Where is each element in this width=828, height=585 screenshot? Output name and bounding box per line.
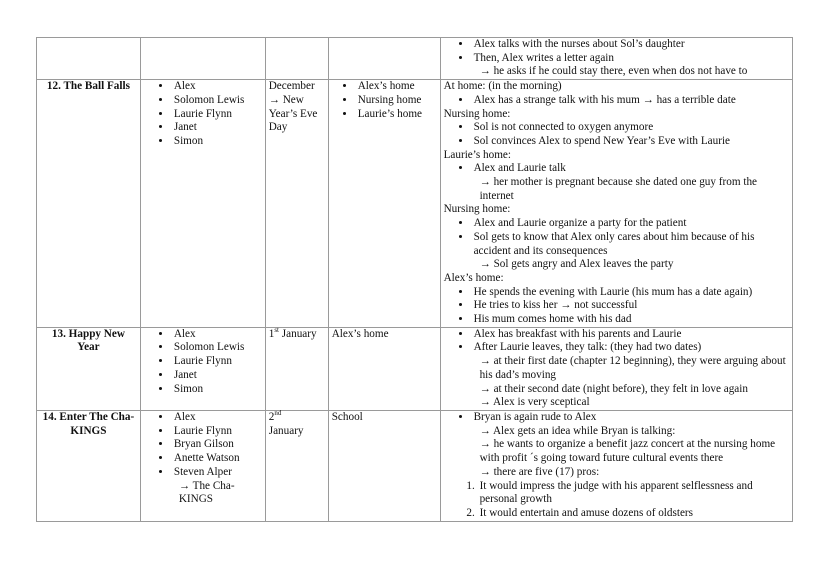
list-item: • Solomon Lewis (172, 94, 262, 108)
list-item: • Laurie Flynn (172, 425, 262, 439)
events-list (444, 411, 789, 425)
place-cell (328, 80, 440, 328)
events-list (444, 38, 789, 65)
arrow-note: → he wants to organize a benefit jazz concert at the nursing home with profit ´s going toward future cultural events there (479, 438, 776, 465)
list-item: • Simon (172, 135, 262, 149)
date-cell (265, 327, 328, 410)
events-cell (440, 410, 792, 521)
characters-cell (140, 80, 265, 328)
list-item: • Janet (172, 369, 262, 383)
events-list (444, 286, 789, 327)
characters-list (144, 411, 262, 480)
arrow-note: → at their first date (chapter 12 beginning), they were arguing about his dad’s moving (479, 355, 786, 381)
characters-list (144, 328, 262, 397)
arrow-note: → Alex is very sceptical (479, 396, 590, 409)
list-item: • He spends the evening with Laurie (his mum has a date again) (472, 286, 789, 300)
section-heading: At home: (in the morning) (443, 80, 562, 93)
list-item: • He tries to kiss her → not successful (472, 299, 789, 313)
list-item: • Alex has a strange talk with his mum → has a terrible date (472, 94, 789, 108)
character-group-note: → The Cha-KINGS (178, 479, 235, 506)
table-row (37, 80, 793, 328)
list-item: • Bryan is again rude to Alex (472, 411, 789, 425)
section-heading: Laurie’s home: (443, 148, 511, 161)
events-list (444, 162, 789, 176)
list-item: • Alex and Laurie talk (472, 162, 789, 176)
chapter-title: 13. Happy New Year (37, 327, 141, 410)
list-item: • Steven Alper (172, 466, 262, 480)
place-cell: Alex’s home (328, 327, 440, 410)
list-item: • Alex talks with the nurses about Sol’s daughter (472, 38, 789, 52)
list-item: • Laurie Flynn (172, 108, 262, 122)
section-heading: Nursing home: (443, 203, 511, 216)
date-cell (265, 410, 328, 521)
date-suffix: nd (274, 408, 282, 417)
chapter-title: 12. The Ball Falls (37, 80, 141, 328)
list-item: • Alex (172, 411, 262, 425)
events-list (444, 121, 789, 148)
events-cell (440, 80, 792, 328)
chapter-summary-table (36, 37, 793, 522)
list-item: 2. It would entertain and amuse dozens of oldsters (478, 507, 789, 521)
list-item: • Then, Alex writes a letter again (472, 52, 789, 66)
list-item: • Sol gets to know that Alex only cares about him because of his accident and its consequences (472, 231, 789, 258)
list-item: • Laurie’s home (356, 108, 437, 122)
table-row (37, 327, 793, 410)
chapter-title: 14. Enter The Cha-KINGS (37, 410, 141, 521)
date-month: January (281, 327, 317, 340)
events-list (444, 217, 789, 258)
section-heading: Nursing home: (443, 107, 511, 120)
list-item: • Anette Watson (172, 452, 262, 466)
date-suffix: st (274, 325, 279, 334)
list-item: • Janet (172, 121, 262, 135)
section-heading: Alex’s home: (443, 271, 504, 284)
list-item: • Nursing home (356, 94, 437, 108)
arrow-note: → he asks if he could stay there, even when dos not have to (479, 65, 748, 78)
list-item: • Sol convinces Alex to spend New Year’s Eve with Laurie (472, 135, 789, 149)
date-cell: December → New Year’s Eve Day (265, 80, 328, 328)
events-list (444, 94, 789, 108)
list-item: • After Laurie leaves, they talk: (they had two dates) (472, 341, 789, 355)
arrow-note: → Alex gets an idea while Bryan is talking: (479, 424, 676, 437)
list-item: • Alex has breakfast with his parents and Laurie (472, 328, 789, 342)
arrow-note: → at their second date (night before), they felt in love again (479, 382, 748, 395)
date-month: January (268, 424, 304, 437)
events-cell (440, 327, 792, 410)
date-cell (265, 38, 328, 80)
pros-list (444, 480, 789, 521)
list-item: • Laurie Flynn (172, 355, 262, 369)
list-item: • Simon (172, 383, 262, 397)
characters-list (144, 80, 262, 149)
table-row (37, 38, 793, 80)
list-item: • Sol is not connected to oxygen anymore (472, 121, 789, 135)
arrow-note: → her mother is pregnant because she dated one guy from the internet (479, 176, 757, 202)
list-item: • His mum comes home with his dad (472, 313, 789, 327)
list-item: • Solomon Lewis (172, 341, 262, 355)
table-row (37, 410, 793, 521)
list-item: • Bryan Gilson (172, 438, 262, 452)
characters-cell (140, 410, 265, 521)
place-cell (328, 38, 440, 80)
places-list (332, 80, 437, 121)
list-item: • Alex’s home (356, 80, 437, 94)
list-item: 1. It would impress the judge with his apparent selflessness and personal growth (478, 480, 789, 507)
events-cell (440, 38, 792, 80)
characters-cell (140, 38, 265, 80)
arrow-note: → Sol gets angry and Alex leaves the party (479, 258, 674, 271)
date-day: 1 (268, 327, 275, 340)
events-list (444, 328, 789, 355)
list-item: • Alex (172, 328, 262, 342)
place-cell: School (328, 410, 440, 521)
chapter-cell (37, 38, 141, 80)
list-item: • Alex (172, 80, 262, 94)
arrow-note: → there are five (17) pros: (479, 465, 600, 478)
characters-cell (140, 327, 265, 410)
date-day: 2 (268, 410, 275, 423)
list-item: • Alex and Laurie organize a party for the patient (472, 217, 789, 231)
